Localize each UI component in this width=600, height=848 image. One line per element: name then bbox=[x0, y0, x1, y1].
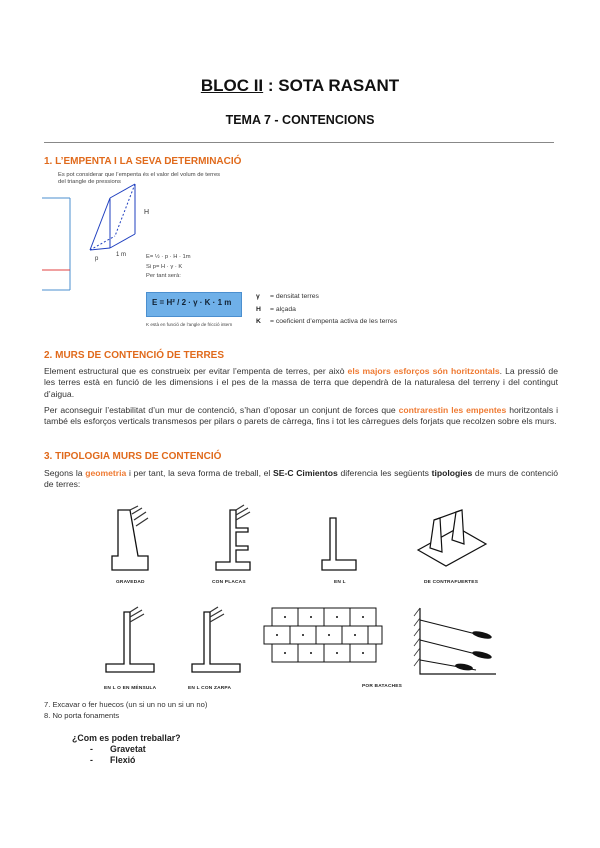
wall-mensula-drawing bbox=[100, 604, 164, 682]
label-p: p bbox=[95, 256, 99, 262]
equation-note: K està en funció de l’angle de fricció intern bbox=[146, 322, 233, 327]
equation-box bbox=[146, 292, 242, 317]
wall-zarpa-drawing bbox=[184, 604, 248, 682]
caption-gravedad: GRAVEDAD bbox=[116, 580, 145, 585]
bullet-item: - Flexió bbox=[90, 755, 136, 765]
list-item: 8. No porta fonaments bbox=[44, 711, 120, 720]
section2-paragraph-2: Per aconseguir l’estabilitat d’un mur de contenció, s’han d’oposar un conjunt de forces que contrarestin les empentes horitzontals i també els esforços verticals transmesos per pilars o parets de càrrega, fins i tot les càrregues dels forjats que recolzen sobre els murs. bbox=[44, 405, 558, 427]
section3-heading: 3. TIPOLOGIA MURS DE CONTENCIÓ bbox=[44, 451, 222, 462]
formula-1: E= ½ · p · H · 1m bbox=[146, 254, 191, 260]
equation: E = H² / 2 · γ · K · 1 m bbox=[152, 298, 232, 307]
wall-en-l-drawing bbox=[318, 500, 368, 578]
divider bbox=[44, 142, 554, 143]
section3-paragraph: Segons la geometria i per tant, la seva forma de treball, el SE-C Cimientos diferencia les següents tipologies de murs de contenció de terres: bbox=[44, 468, 558, 490]
bullet-dash: - bbox=[90, 744, 93, 754]
list-item: 7. Excavar o fer huecos (un si un no un si un no) bbox=[44, 700, 208, 709]
bullet-item: - Gravetat bbox=[90, 744, 146, 754]
section2-paragraph-1: Element estructural que es construeix per evitar l’empenta de terres, per això els majors esforços són horitzontals. La pressió de les terres està en funció de les dimensions i el pes de la massa de terra que dependrà de la naturalesa del terreny i del contingut d’aigua. bbox=[44, 366, 558, 399]
pressure-prism bbox=[90, 184, 135, 250]
caption-zarpa: EN L CON ZARPA bbox=[188, 686, 232, 691]
formula-3: Per tant serà: bbox=[146, 273, 181, 279]
wall-anclajes-drawing bbox=[412, 604, 502, 680]
wall-bataches-drawing bbox=[262, 604, 384, 670]
formula-block bbox=[146, 253, 191, 282]
caption-contrafuertes: DE CONTRAFUERTES bbox=[424, 580, 479, 585]
caption-bataches: POR BATACHES bbox=[362, 684, 403, 689]
caption-placas: CON PLACAS bbox=[212, 580, 246, 585]
title-rest: : SOTA RASANT bbox=[263, 76, 400, 95]
section1-heading: 1. L’EMPENTA I LA SEVA DETERMINACIÓ bbox=[44, 156, 242, 167]
legend-item: H = alçada bbox=[256, 305, 296, 313]
legend-item: K = coeficient d’empenta activa de les terres bbox=[256, 318, 398, 325]
bloc-label: BLOC II bbox=[200, 76, 264, 95]
legend bbox=[256, 291, 397, 329]
wall-contrafuertes-drawing bbox=[412, 500, 492, 578]
wall-placas-drawing bbox=[200, 500, 260, 578]
formula-2: Si p= H · γ · K bbox=[146, 263, 183, 270]
page-title bbox=[0, 76, 600, 96]
caption-mensula: EN L O EN MÉNSULA bbox=[104, 686, 157, 691]
label-H: H bbox=[144, 209, 150, 216]
section2-heading: 2. MURS DE CONTENCIÓ DE TERRES bbox=[44, 350, 225, 361]
intro-line-2: del triangle de pressions bbox=[58, 179, 121, 185]
page-subtitle: TEMA 7 - CONTENCIONS bbox=[225, 113, 375, 127]
legend-item: γ = densitat terres bbox=[256, 293, 319, 300]
bullet-dash: - bbox=[90, 755, 93, 765]
caption-en-l: EN L bbox=[334, 580, 346, 585]
question: ¿Com es poden treballar? bbox=[72, 733, 181, 743]
intro-line-1: Es pot considerar que l’empenta és el valor del volum de terres bbox=[58, 172, 221, 178]
wall-gravedad-drawing bbox=[108, 500, 158, 578]
label-1m: 1 m bbox=[116, 252, 127, 258]
